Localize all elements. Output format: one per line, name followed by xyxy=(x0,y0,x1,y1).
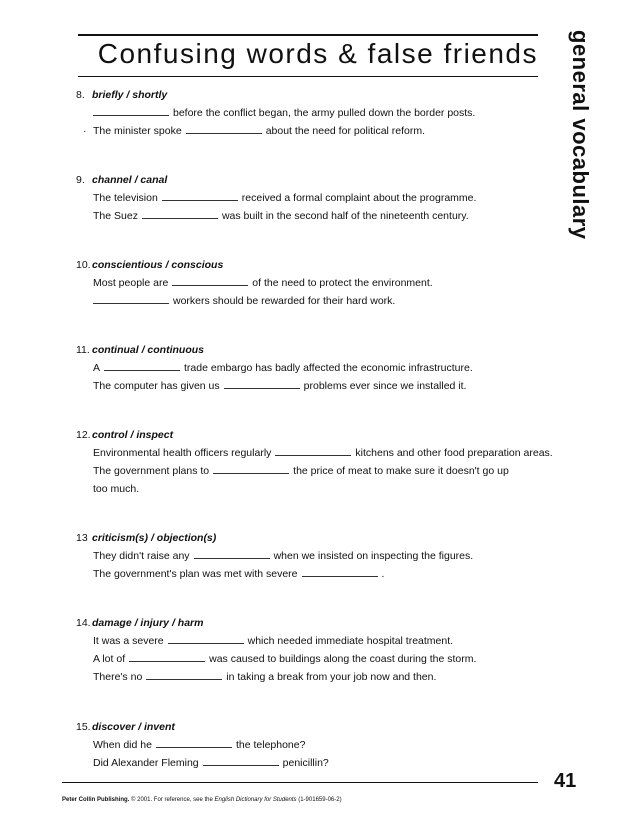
exercise-item xyxy=(76,529,546,583)
exercise-sentence xyxy=(76,565,546,583)
exercise-number: 13 xyxy=(76,532,88,544)
answer-blank[interactable] xyxy=(129,650,205,662)
sentence-before-blank: It was a severe xyxy=(93,635,164,647)
exercise-sentence xyxy=(76,207,546,225)
exercise-sentence xyxy=(76,122,546,140)
margin-dot: · xyxy=(83,125,87,137)
title-top-rule xyxy=(78,34,538,36)
sentence-after-blank: the price of meat to make sure it doesn't go up xyxy=(293,465,509,477)
answer-blank[interactable] xyxy=(203,754,279,766)
exercise-number: 10. xyxy=(76,259,91,271)
sentence-after-blank: was built in the second half of the nineteenth century. xyxy=(221,210,469,222)
sentence-after-blank: the telephone? xyxy=(235,739,306,751)
sentence-before-blank: There's no xyxy=(93,671,143,683)
answer-blank[interactable] xyxy=(302,565,378,577)
answer-blank[interactable] xyxy=(168,632,244,644)
sentence-after-blank: which needed immediate hospital treatment. xyxy=(247,635,454,647)
exercise-item xyxy=(76,614,546,686)
exercise-number: 8. xyxy=(76,89,85,101)
exercise-heading xyxy=(76,256,546,274)
exercise-item xyxy=(76,341,546,395)
exercise-sentence xyxy=(76,736,546,754)
answer-blank[interactable] xyxy=(146,668,222,680)
exercise-word-pair: channel / canal xyxy=(92,174,168,186)
sentence-after-blank: kitchens and other food preparation areas. xyxy=(355,447,553,459)
sentence-before-blank: The government plans to xyxy=(93,465,210,477)
answer-blank[interactable] xyxy=(213,462,289,474)
answer-blank[interactable] xyxy=(142,207,218,219)
sentence-text: too much. xyxy=(93,483,140,495)
sentence-after-blank: about the need for political reform. xyxy=(265,125,426,137)
sentence-after-blank: of the need to protect the environment. xyxy=(252,277,433,289)
exercise-word-pair: briefly / shortly xyxy=(92,89,168,101)
sentence-after-blank: before the conflict began, the army pulled down the border posts. xyxy=(173,107,476,119)
sentence-after-blank: penicillin? xyxy=(282,757,329,769)
sentence-after-blank: trade embargo has badly affected the economic infrastructure. xyxy=(184,362,473,374)
exercise-sentence xyxy=(76,480,546,498)
exercise-number: 12. xyxy=(76,429,91,441)
sentence-after-blank: problems ever since we installed it. xyxy=(303,380,467,392)
sentence-before-blank: Did Alexander Fleming xyxy=(93,757,199,769)
exercise-sentence xyxy=(76,104,546,122)
exercise-heading xyxy=(76,529,546,547)
sentence-after-blank: in taking a break from your job now and then. xyxy=(226,671,437,683)
exercise-sentence xyxy=(76,650,546,668)
sentence-after-blank: was caused to buildings along the coast during the storm. xyxy=(209,653,477,665)
exercise-sentence xyxy=(76,377,546,395)
answer-blank[interactable] xyxy=(186,122,262,134)
sentence-before-blank: A xyxy=(93,362,101,374)
sentence-before-blank: A lot of xyxy=(93,653,126,665)
exercise-sentence xyxy=(76,292,546,310)
answer-blank[interactable] xyxy=(194,547,270,559)
exercise-word-pair: discover / invent xyxy=(92,721,175,733)
side-tab xyxy=(549,30,593,240)
sentence-before-blank: The Suez xyxy=(93,210,138,222)
page-number: 41 xyxy=(554,770,577,792)
sentence-before-blank: Most people are xyxy=(93,277,169,289)
exercise-word-pair: damage / injury / harm xyxy=(92,617,204,629)
answer-blank[interactable] xyxy=(275,444,351,456)
exercise-word-pair: continual / continuous xyxy=(92,344,204,356)
exercise-word-pair: control / inspect xyxy=(92,429,174,441)
exercise-heading xyxy=(76,171,546,189)
exercise-sentence xyxy=(76,754,546,772)
footer-isbn: (1-901659-06-2) xyxy=(298,797,342,803)
sentence-after-blank: workers should be rewarded for their hard work. xyxy=(173,295,396,307)
footer-book-title: English Dictionary for Students xyxy=(214,797,297,803)
sentence-before-blank: The television xyxy=(93,192,158,204)
sentence-after-blank: received a formal complaint about the programme. xyxy=(241,192,477,204)
exercise-word-pair: conscientious / conscious xyxy=(92,259,224,271)
sentence-before-blank: They didn't raise any xyxy=(93,550,190,562)
footer-publisher: Peter Collin Publishing. xyxy=(62,797,130,803)
exercise-sentence xyxy=(76,189,546,207)
exercise-sentence xyxy=(76,547,546,565)
exercise-heading xyxy=(76,426,546,444)
sentence-before-blank: When did he xyxy=(93,739,152,751)
exercise-heading xyxy=(76,718,546,736)
sentence-before-blank: The computer has given us xyxy=(93,380,220,392)
exercise-sentence xyxy=(76,359,546,377)
sentence-before-blank: The government's plan was met with severe xyxy=(93,568,298,580)
exercise-sentence xyxy=(76,668,546,686)
answer-blank[interactable] xyxy=(224,377,300,389)
exercise-word-pair: criticism(s) / objection(s) xyxy=(92,532,217,544)
exercise-item xyxy=(76,256,546,310)
exercise-heading xyxy=(76,614,546,632)
answer-blank[interactable] xyxy=(172,274,248,286)
exercise-item xyxy=(76,426,553,498)
answer-blank[interactable] xyxy=(93,292,169,304)
side-tab-label: general vocabulary xyxy=(568,30,593,240)
exercise-item xyxy=(76,86,546,140)
answer-blank[interactable] xyxy=(104,359,180,371)
answer-blank[interactable] xyxy=(162,189,238,201)
exercise-item xyxy=(76,171,546,225)
exercise-item xyxy=(76,718,546,772)
footer-credit xyxy=(62,797,342,803)
exercise-heading xyxy=(76,86,546,104)
sentence-after-blank: . xyxy=(381,568,385,580)
exercise-number: 11. xyxy=(76,344,90,356)
exercise-sentence xyxy=(76,632,546,650)
footer-copyright: © 2001. For reference, see the xyxy=(131,797,213,803)
page-title: Confusing words & false friends xyxy=(97,38,538,69)
exercise-sentence xyxy=(76,462,546,480)
answer-blank[interactable] xyxy=(156,736,232,748)
exercise-number: 14. xyxy=(76,617,91,629)
exercise-sentence xyxy=(76,444,553,462)
footer-rule xyxy=(62,782,538,783)
answer-blank[interactable] xyxy=(93,104,169,116)
sentence-before-blank: Environmental health officers regularly xyxy=(93,447,272,459)
exercise-sentence xyxy=(76,274,546,292)
title-bottom-rule xyxy=(78,76,538,77)
exercise-number: 15. xyxy=(76,721,91,733)
exercise-heading xyxy=(76,341,546,359)
sentence-before-blank: The minister spoke xyxy=(93,125,182,137)
sentence-after-blank: when we insisted on inspecting the figures. xyxy=(273,550,474,562)
exercise-number: 9. xyxy=(76,174,85,186)
